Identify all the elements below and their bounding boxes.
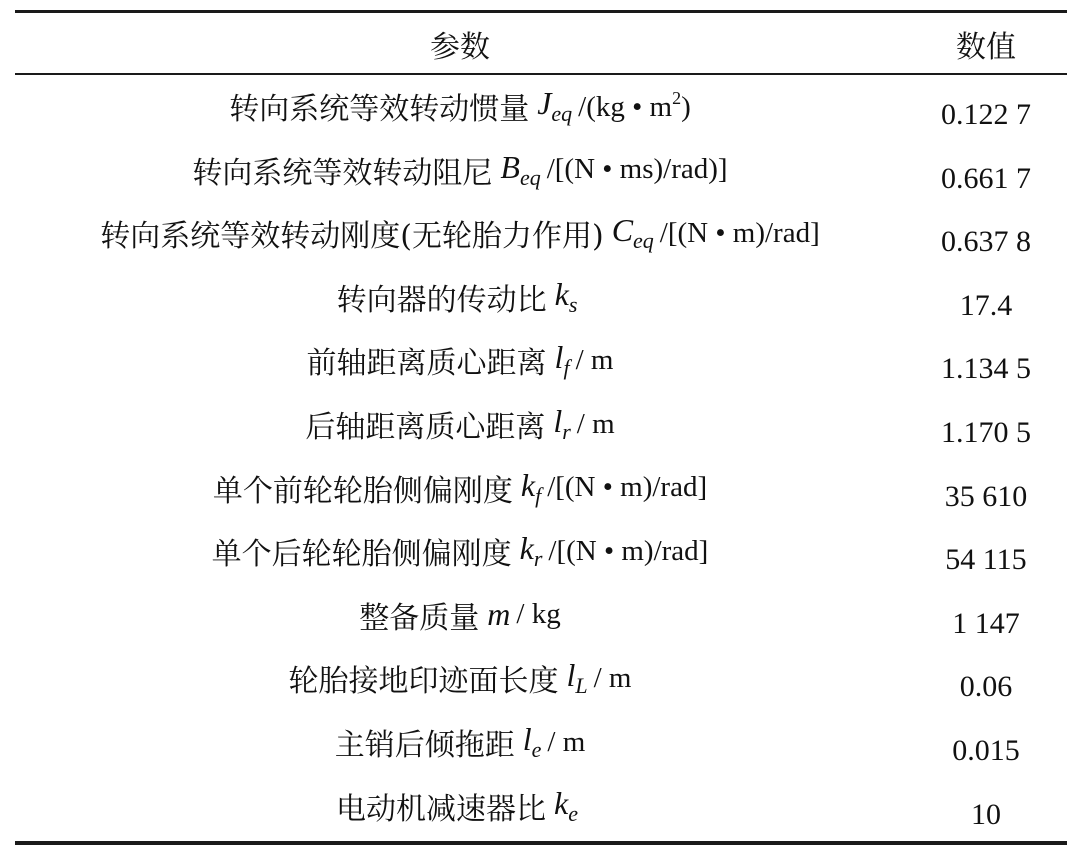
- unit-text: / m: [593, 661, 632, 694]
- param-cell: [15, 203, 905, 263]
- value-cell: 0.015: [952, 734, 1020, 767]
- unit-text: /[(N • m)/rad]: [659, 216, 820, 249]
- param-label: 轮胎接地印迹面长度: [288, 664, 559, 700]
- symbol-subscript: e: [531, 737, 542, 762]
- symbol-subscript: eq: [633, 228, 654, 254]
- param-label: 整备质量: [359, 600, 480, 636]
- unit-text: / m: [547, 725, 586, 758]
- unit-closing: ): [681, 91, 691, 123]
- symbol-base: B: [500, 148, 520, 185]
- value-cell: 1.170 5: [941, 416, 1031, 449]
- value-cell: 0.661 7: [941, 161, 1031, 195]
- table-row: [15, 521, 1067, 581]
- param-symbol: [521, 467, 541, 509]
- table-header-row: [15, 14, 1067, 74]
- symbol-subscript: eq: [551, 101, 573, 126]
- symbol-base: C: [611, 212, 634, 249]
- param-symbol: [553, 403, 570, 445]
- value-cell: 1.134 5: [941, 352, 1031, 386]
- param-label: 电动机减速器比: [336, 791, 547, 827]
- param-cell: [15, 712, 905, 772]
- param-cell: [15, 648, 905, 708]
- symbol-base: k: [520, 466, 536, 503]
- table-row: [15, 203, 1067, 263]
- param-symbol: [612, 212, 654, 254]
- table-row: [15, 394, 1067, 454]
- table-row: [15, 76, 1067, 136]
- param-label: 转向系统等效转动阻尼: [192, 155, 493, 191]
- symbol-base: m: [487, 596, 511, 633]
- param-label: 主销后倾拖距: [334, 728, 515, 763]
- value-cell: 0.637 8: [941, 225, 1031, 259]
- unit-text: /[(N • ms)/rad)]: [546, 153, 728, 186]
- param-symbol: [554, 785, 578, 827]
- unit-text: /(kg • m: [578, 91, 673, 123]
- header-param: 参数: [430, 30, 490, 65]
- unit-text: /[(N • m)/rad]: [548, 534, 709, 567]
- unit-text: / m: [575, 343, 614, 376]
- param-cell: [15, 140, 905, 200]
- param-label: 单个后轮轮胎侧偏刚度: [211, 537, 512, 573]
- unit-text: / m: [576, 407, 615, 440]
- param-unit: [660, 217, 820, 250]
- table-row: [15, 712, 1067, 772]
- param-unit: [547, 726, 585, 759]
- table-bottom-rule: [15, 841, 1067, 845]
- table-row: [15, 140, 1067, 200]
- param-cell: [15, 330, 905, 390]
- table-top-rule: [15, 10, 1067, 13]
- table-row: [15, 648, 1067, 708]
- param-cell: [15, 776, 905, 836]
- table-row: [15, 267, 1067, 327]
- symbol-base: l: [566, 657, 576, 694]
- symbol-subscript: r: [533, 546, 543, 572]
- symbol-subscript: e: [568, 800, 578, 826]
- param-unit: [547, 153, 728, 186]
- param-unit: [576, 344, 614, 377]
- param-label: 转向系统等效转动惯量: [229, 92, 530, 127]
- param-symbol: [500, 149, 540, 191]
- unit-text: /[(N • m)/rad]: [547, 471, 708, 504]
- param-cell: [15, 76, 905, 136]
- table-row: [15, 776, 1067, 836]
- param-cell: [15, 521, 905, 581]
- symbol-base: k: [554, 275, 569, 312]
- symbol-subscript: L: [575, 673, 588, 699]
- value-cell: 1 147: [952, 606, 1020, 640]
- param-symbol: [520, 530, 543, 572]
- symbol-base: J: [537, 85, 552, 121]
- table-row: [15, 458, 1067, 518]
- header-value: 数值: [956, 31, 1016, 64]
- value-cell: 0.122 7: [941, 98, 1031, 131]
- value-cell: 17.4: [959, 288, 1013, 322]
- param-label: 前轴距离质心距离: [306, 346, 547, 382]
- param-unit: [547, 471, 707, 504]
- symbol-subscript: r: [562, 419, 571, 444]
- param-symbol: [566, 657, 587, 699]
- value-cell: 35 610: [944, 479, 1028, 513]
- unit-superscript: 2: [672, 88, 682, 108]
- symbol-base: k: [519, 530, 534, 567]
- param-label: 后轴距离质心距离: [305, 410, 546, 445]
- param-label: 单个前轮轮胎侧偏刚度: [212, 473, 513, 509]
- unit-text: / kg: [516, 598, 561, 631]
- value-cell: 0.06: [959, 670, 1013, 704]
- param-symbol: [487, 596, 510, 633]
- symbol-subscript: f: [563, 355, 570, 381]
- table-row: [15, 330, 1067, 390]
- param-unit: [516, 598, 560, 631]
- param-symbol: [523, 721, 542, 763]
- symbol-subscript: s: [568, 291, 578, 317]
- param-label: 转向器的传动比: [336, 282, 547, 318]
- symbol-subscript: eq: [519, 164, 541, 190]
- symbol-base: l: [554, 339, 564, 376]
- value-cell: 54 115: [945, 543, 1027, 577]
- symbol-base: l: [522, 721, 532, 757]
- table-header-rule: [15, 73, 1067, 75]
- symbol-subscript: f: [535, 482, 542, 508]
- param-unit: [577, 408, 615, 441]
- value-cell: 10: [971, 797, 1001, 831]
- symbol-base: l: [553, 403, 563, 439]
- param-cell: [15, 267, 905, 327]
- param-symbol: [555, 339, 570, 381]
- param-unit: [578, 88, 691, 124]
- param-label: 转向系统等效转动刚度(无轮胎力作用): [100, 219, 604, 255]
- param-symbol: [555, 276, 578, 318]
- param-unit: [594, 662, 632, 695]
- param-cell: [15, 585, 905, 645]
- param-symbol: [537, 85, 572, 127]
- param-cell: [15, 458, 905, 518]
- param-cell: [15, 394, 905, 454]
- table-row: [15, 585, 1067, 645]
- param-unit: [548, 535, 708, 568]
- symbol-base: k: [554, 784, 569, 821]
